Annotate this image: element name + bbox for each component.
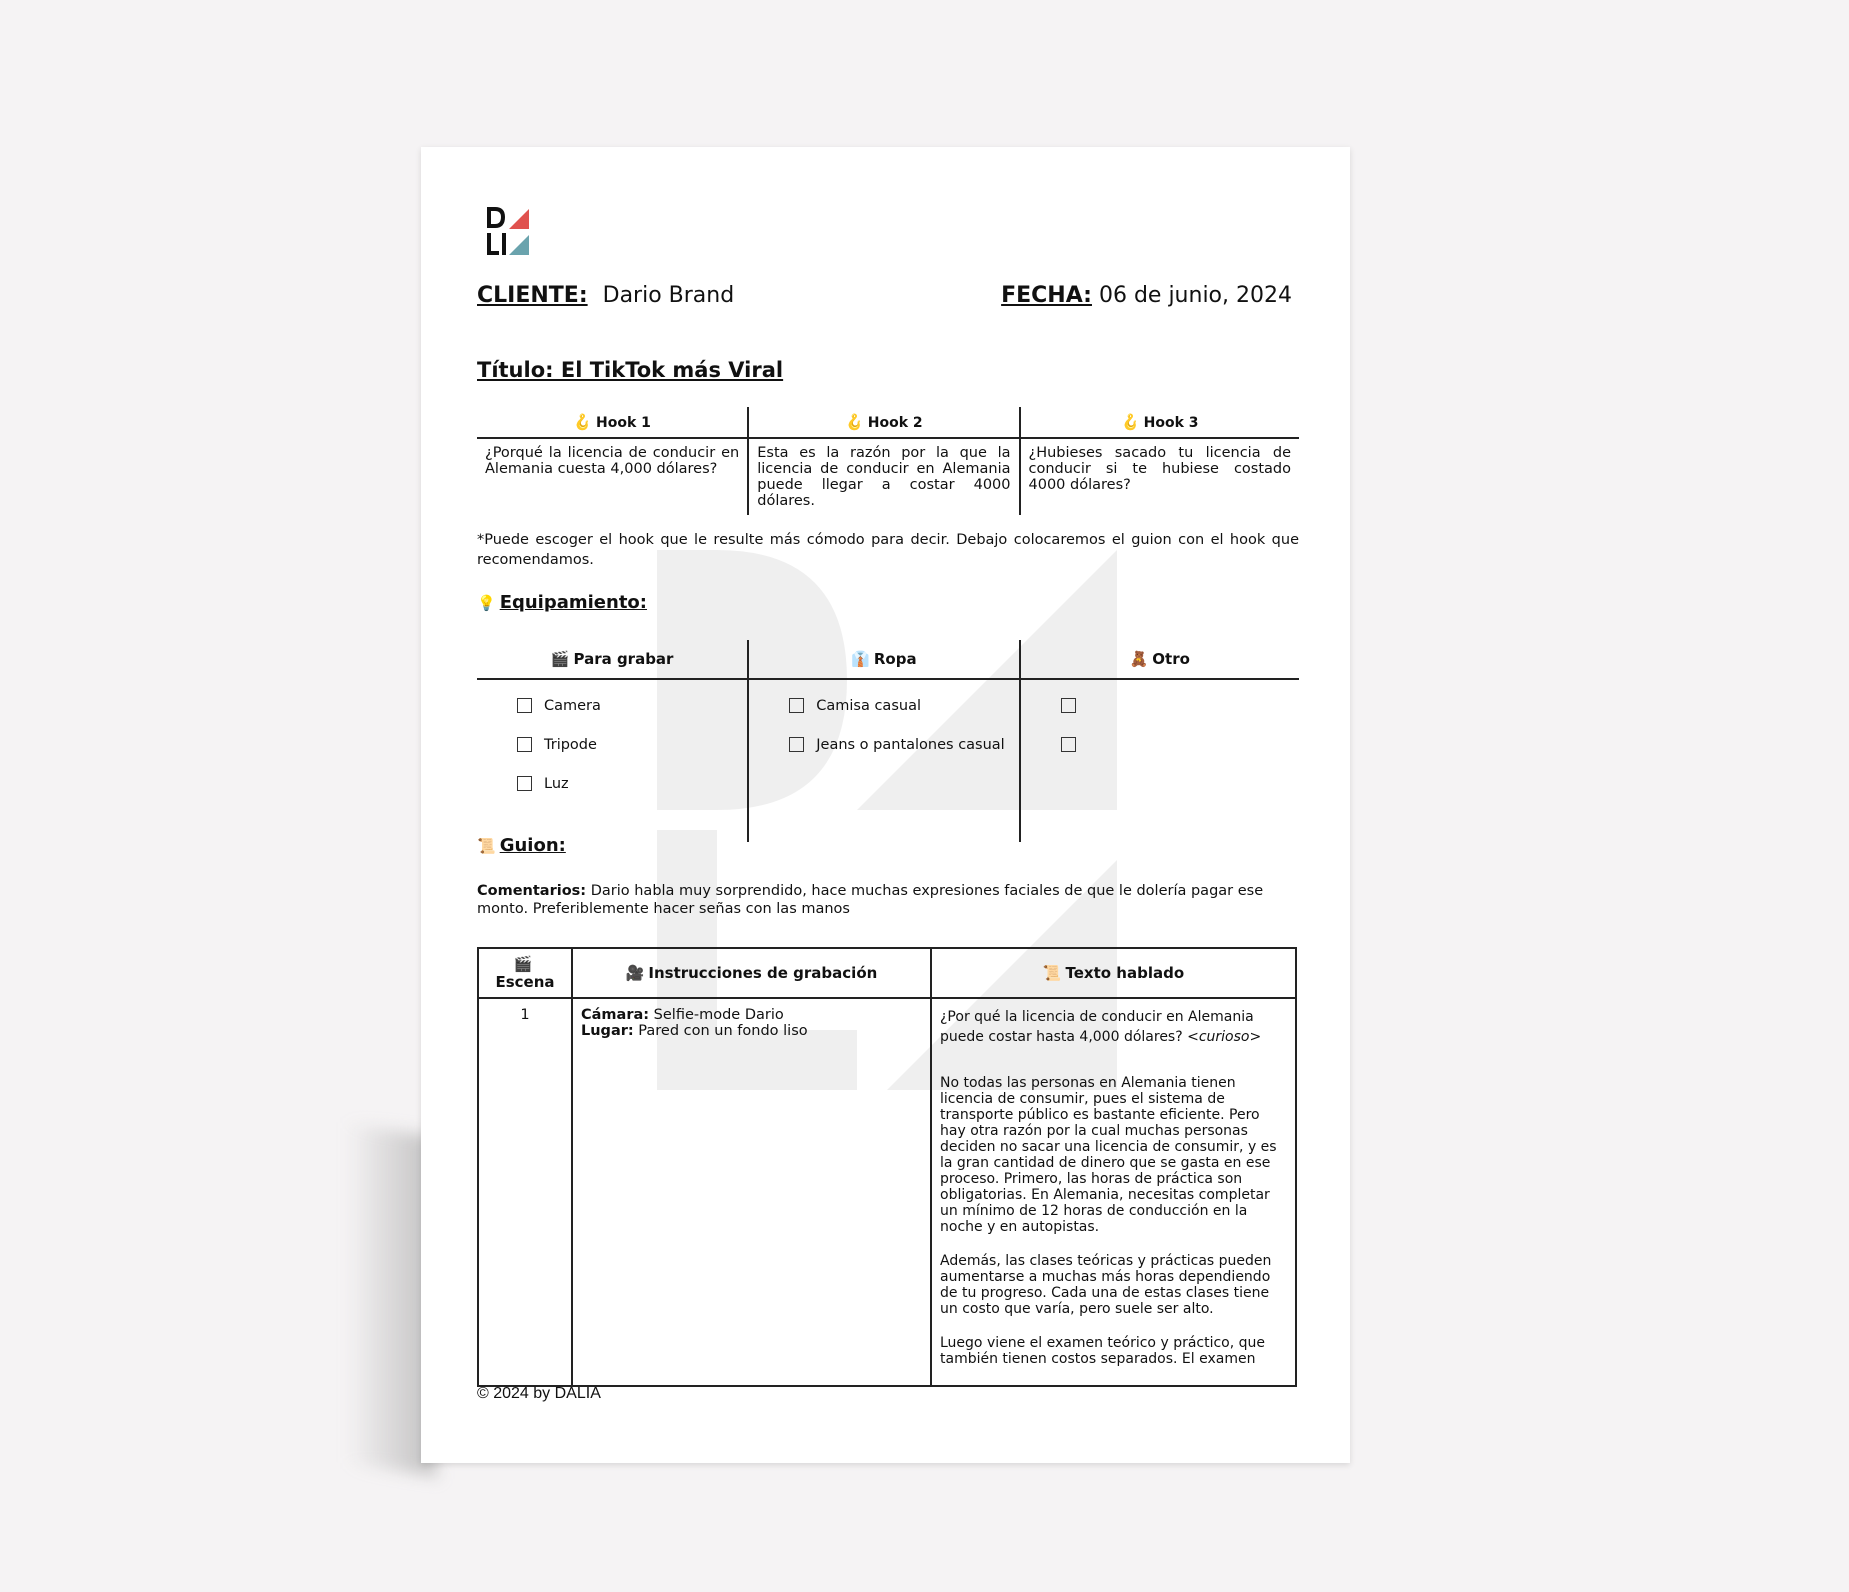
comments-label: Comentarios:	[477, 883, 587, 899]
lightbulb-icon: 💡	[477, 594, 496, 612]
equip-clothes-list	[748, 679, 1019, 842]
checkbox[interactable]	[517, 737, 532, 752]
hook-3-text: ¿Hubieses sacado tu licencia de conducir si te hubiese costado 4000 dólares?	[1020, 438, 1300, 515]
checkbox[interactable]	[517, 776, 532, 791]
clapperboard-icon: 🎬	[550, 650, 570, 668]
spoken-paragraph-2: No todas las personas en Alemania tienen licencia de consumir, pues el sistema de transporte público es bastante eficiente. Pero hay otra razón por la cual muchas personas deciden no sacar una licencia de consumir, y es la gran cantidad de dinero que se gasta en ese proceso. Primero, las horas de práctica son obligatorias. En Alemania, necesitas completar un mínimo de 12 horas de conducción en la noche y en autopistas.	[940, 1075, 1277, 1235]
hook-icon: 🪝	[845, 413, 864, 431]
checkbox-item[interactable]: Jeans o pantalones casual	[789, 725, 1014, 764]
document-page	[421, 147, 1350, 1463]
clapperboard-icon: 🎬	[513, 955, 533, 973]
hook-1-text: ¿Porqué la licencia de conducir en Alemania cuesta 4,000 dólares?	[485, 445, 740, 477]
checkbox-item[interactable]	[1061, 725, 1296, 764]
hook-2-header: 🪝 Hook 2	[748, 407, 1019, 438]
spoken-paragraph-3: Además, las clases teóricas y prácticas pueden aumentarse a muchas más horas dependiendo de tu progreso. Cada una de estas clases tiene un costo que varía, pero suele ser alto.	[940, 1253, 1272, 1317]
hooks-table	[477, 407, 1299, 515]
document-title: Título: El TikTok más Viral	[477, 358, 784, 382]
scene-header: 🎬Escena	[478, 948, 572, 998]
script-table	[477, 947, 1297, 1387]
client-line	[477, 283, 734, 308]
hook-2-text: Esta es la razón por la que la licencia de conducir en Alemania puede llegar a costar 4000 dólares.	[748, 438, 1019, 515]
equip-header-record: 🎬 Para grabar	[477, 640, 748, 679]
date-value: 06 de junio, 2024	[1098, 283, 1292, 308]
teddy-bear-icon: 🧸	[1129, 650, 1149, 668]
hook-3-header: 🪝 Hook 3	[1020, 407, 1300, 438]
checkbox[interactable]	[517, 698, 532, 713]
video-camera-icon: 🎥	[625, 964, 645, 982]
spoken-tone: <curioso>	[1187, 1029, 1262, 1045]
hook-1-header: 🪝 Hook 1	[477, 407, 748, 438]
equipment-table	[477, 640, 1299, 842]
date-label: FECHA:	[1001, 283, 1092, 308]
dalia-logo	[485, 205, 531, 257]
equipment-heading: 💡 Equipamiento:	[477, 592, 648, 613]
spoken-cell	[931, 998, 1296, 1386]
guion-heading: 📜 Guion:	[477, 835, 566, 856]
equip-header-clothes: 👔 Ropa	[748, 640, 1019, 679]
camera-label: Cámara:	[581, 1007, 650, 1023]
camera-value: Selfie-mode Dario	[653, 1007, 784, 1023]
checkbox[interactable]	[1061, 737, 1076, 752]
scene-number: 1	[478, 998, 572, 1386]
checkbox-item[interactable]: Camisa casual	[789, 686, 1014, 725]
spoken-header: 📜 Texto hablado	[931, 948, 1296, 998]
place-value: Pared con un fondo liso	[638, 1023, 808, 1039]
equip-record-list	[477, 679, 748, 842]
equip-header-other: 🧸 Otro	[1020, 640, 1300, 679]
checkbox-item[interactable]: Luz	[517, 764, 743, 803]
checkbox[interactable]	[789, 698, 804, 713]
instructions-header: 🎥 Instrucciones de grabación	[572, 948, 931, 998]
hook-icon: 🪝	[1120, 413, 1140, 431]
date-line	[1001, 283, 1292, 308]
comments	[477, 882, 1299, 918]
comments-text: Dario habla muy sorprendido, hace muchas expresiones faciales de que le dolería pagar ese monto. Preferiblemente hacer señas con las manos	[477, 883, 1264, 917]
checkbox[interactable]	[1061, 698, 1076, 713]
footer-copyright: © 2024 by DALIA	[477, 1385, 601, 1402]
client-label: CLIENTE:	[477, 283, 588, 308]
place-label: Lugar:	[581, 1023, 634, 1039]
scroll-icon: 📜	[477, 837, 496, 855]
scroll-icon: 📜	[1042, 964, 1062, 982]
checkbox-item[interactable]: Camera	[517, 686, 743, 725]
checkbox-item[interactable]	[1061, 686, 1296, 725]
checkbox[interactable]	[789, 737, 804, 752]
spoken-line-1: ¿Por qué la licencia de conducir en Alemania puede costar hasta 4,000 dólares?	[940, 1009, 1254, 1045]
equip-other-list	[1020, 679, 1300, 842]
client-value: Dario Brand	[602, 283, 735, 308]
spoken-paragraph-4: Luego viene el examen teórico y práctico, que también tienen costos separados. El examen	[940, 1335, 1266, 1367]
shirt-icon: 👔	[851, 650, 870, 668]
instructions-cell	[572, 998, 931, 1386]
hook-icon: 🪝	[573, 413, 593, 431]
checkbox-item[interactable]: Tripode	[517, 725, 743, 764]
hook-note: *Puede escoger el hook que le resulte más cómodo para decir. Debajo colocaremos el guion con el hook que recomendamos.	[477, 532, 1299, 568]
